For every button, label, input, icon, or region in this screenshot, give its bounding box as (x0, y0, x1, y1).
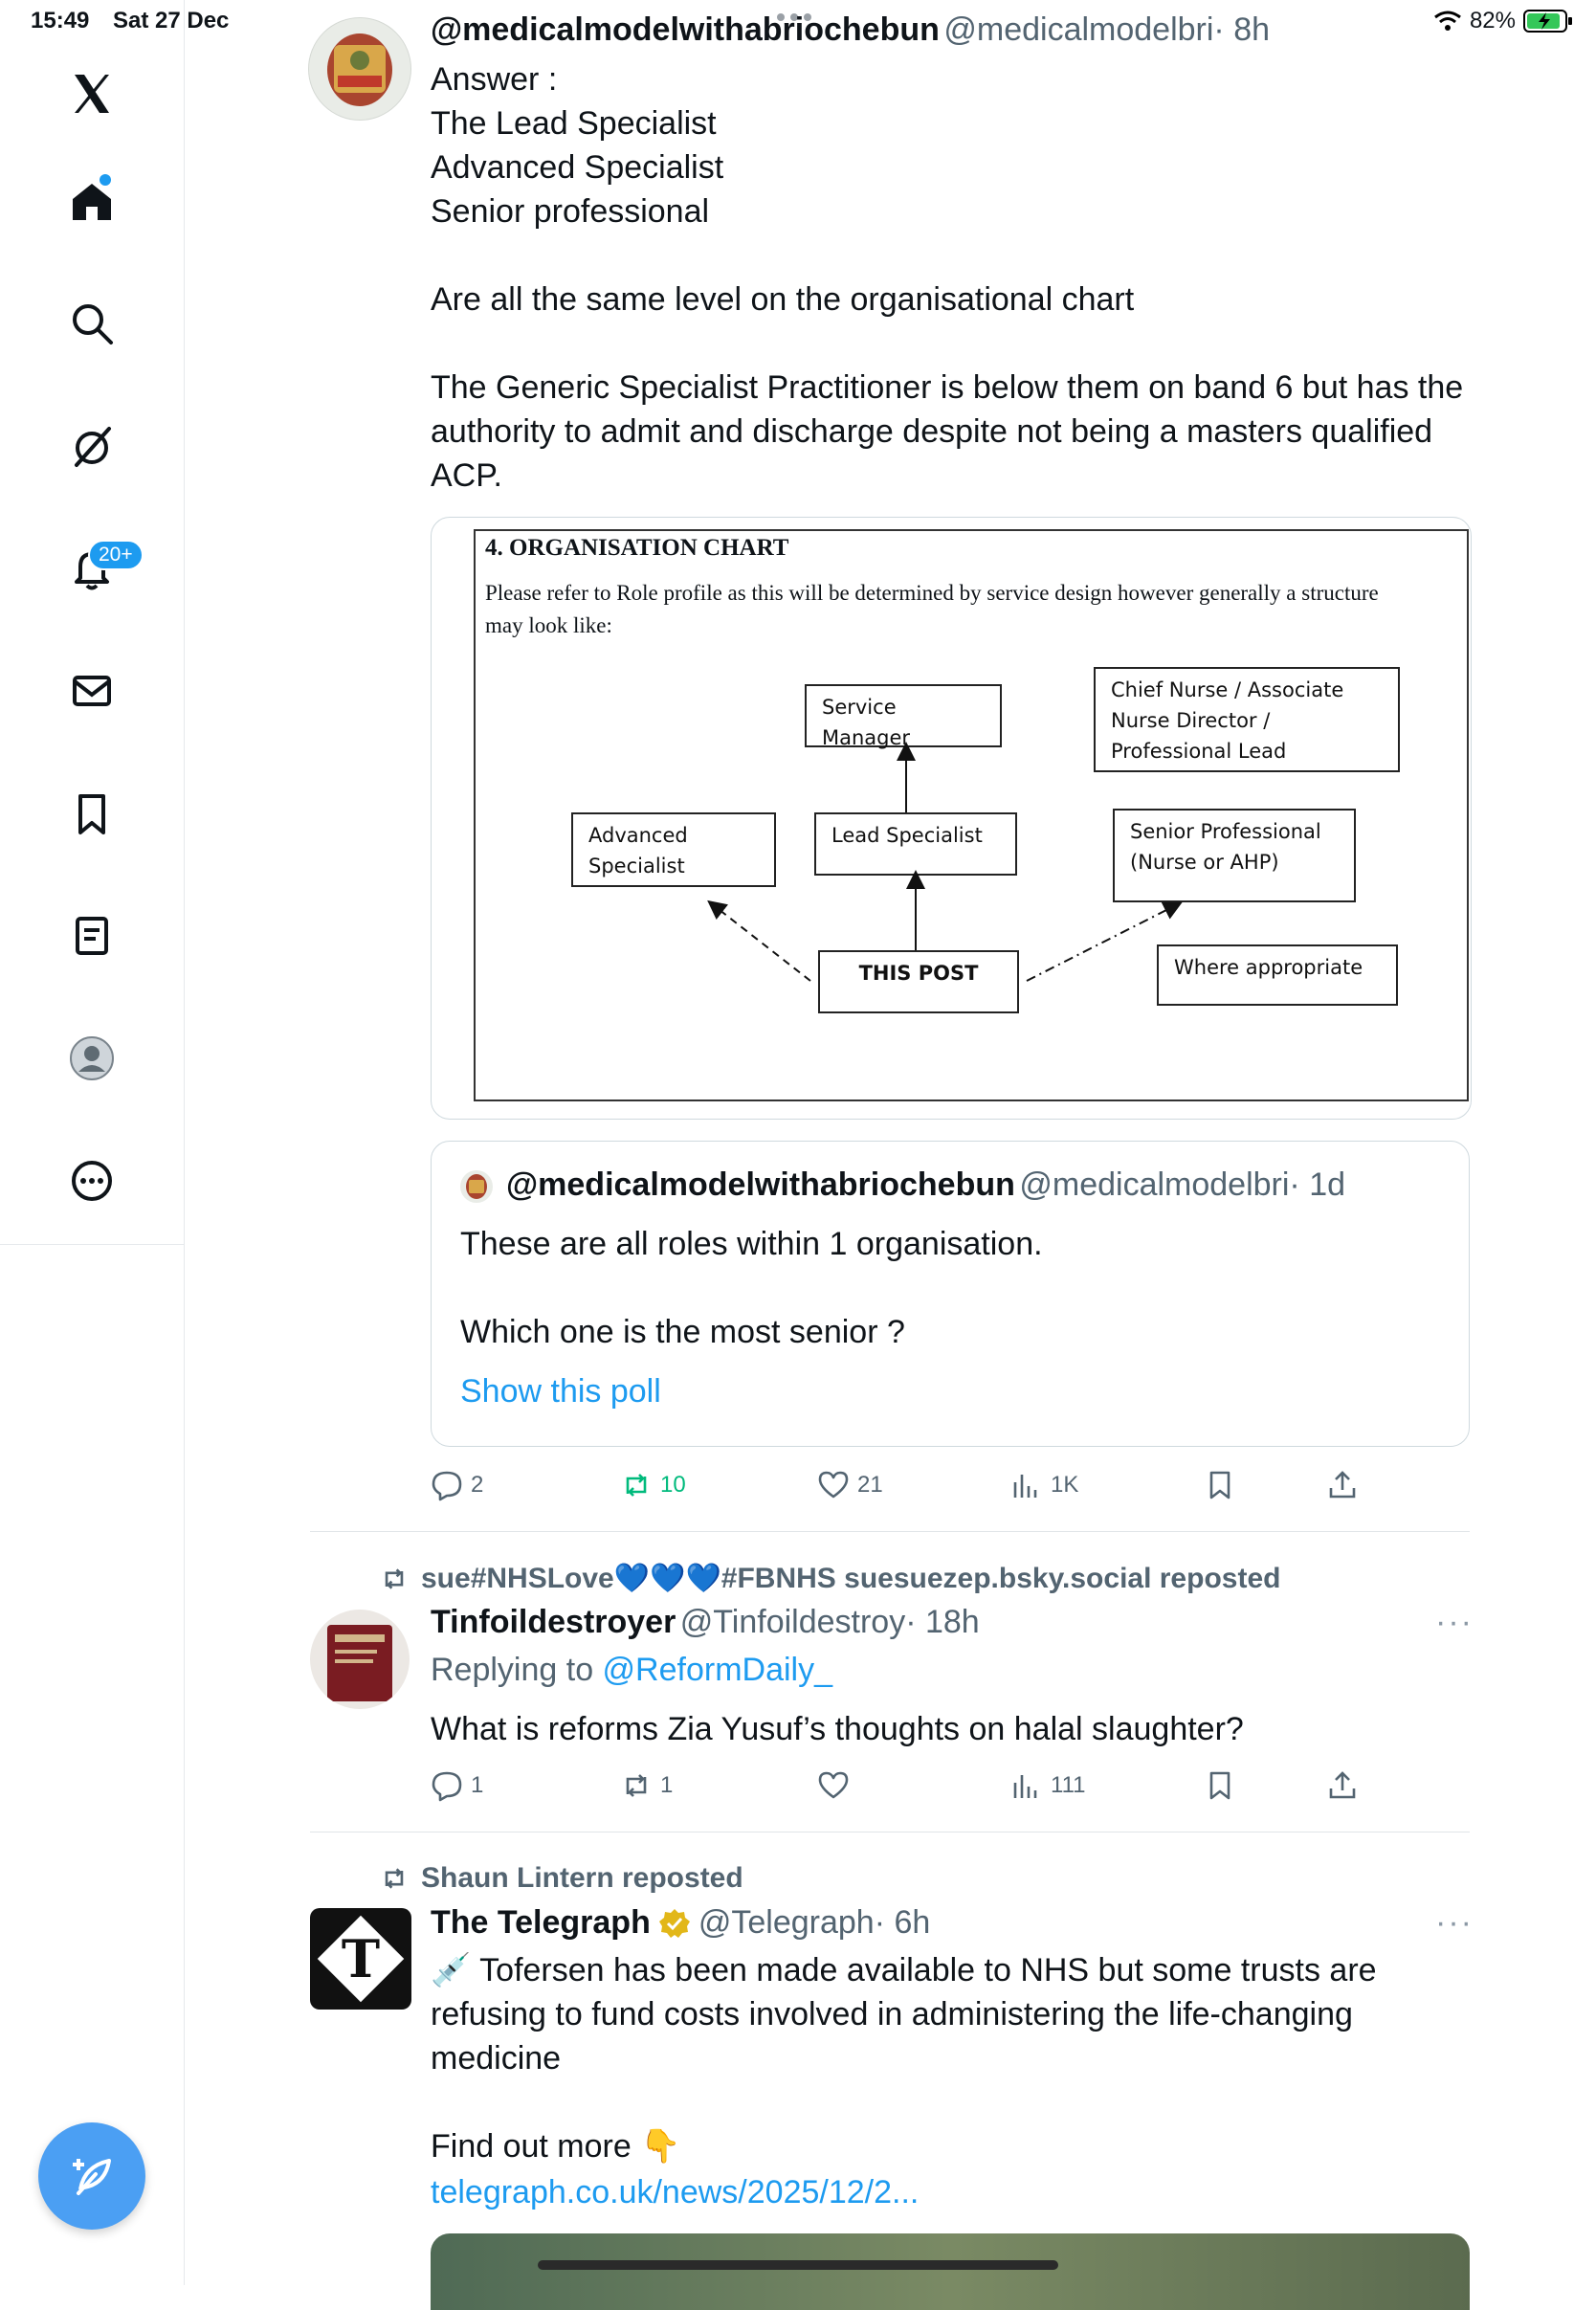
x-logo-icon[interactable] (44, 46, 140, 142)
quoted-header (506, 1166, 1345, 1204)
tweet3-more-options[interactable]: ··· (1435, 1904, 1474, 1941)
tweet2-views-button[interactable] (1010, 1769, 1085, 1802)
tweet3-article-link[interactable]: telegraph.co.uk/news/2025/12/2... (431, 2174, 920, 2210)
bookmark-icon (69, 790, 115, 836)
tweet2-reply-button[interactable] (431, 1769, 483, 1802)
tweet1-like-button[interactable] (817, 1469, 883, 1501)
tweet3-repost-context[interactable] (379, 1862, 743, 1895)
tweet2-like-button[interactable] (817, 1769, 857, 1802)
org-box-lead-specialist: Lead Specialist (814, 812, 1017, 876)
sidebar-item-more[interactable] (44, 1133, 140, 1229)
home-unread-dot (100, 174, 111, 186)
verified-gold-badge-icon (658, 1907, 691, 1940)
tweet1-like-count: 21 (857, 1472, 883, 1498)
tweet1-text: Answer : The Lead Specialist Advanced Specialist Senior professional Are all the same level on the organisational chart The Generic Specialist Practitioner is below them on band 6 but has the authority to admit and discharge despite not being a masters qualified ACP. (431, 61, 1464, 494)
tweet2-more-options[interactable]: ··· (1435, 1604, 1474, 1640)
quoted-avatar (460, 1170, 493, 1203)
tweet2-replying-handle[interactable]: @ReformDaily_ (602, 1652, 833, 1688)
tweet3-link-preview-image[interactable] (431, 2233, 1470, 2310)
heart-icon (817, 1769, 850, 1802)
more-circle-icon (69, 1158, 115, 1204)
tweet1-reply-button[interactable] (431, 1469, 483, 1501)
tweet1-repost-button[interactable] (620, 1469, 686, 1501)
mail-icon (69, 668, 115, 714)
tweet2-timestamp[interactable]: · 18h (905, 1604, 980, 1640)
tweet2-avatar[interactable] (310, 1610, 410, 1709)
heart-icon (817, 1469, 850, 1501)
sidebar-item-lists[interactable] (44, 888, 140, 984)
repost-icon (379, 1864, 410, 1893)
quoted-text: These are all roles within 1 organisation. Which one is the most senior ? (460, 1226, 1043, 1350)
sidebar-item-home[interactable] (44, 153, 140, 249)
org-box-senior-professional: Senior Professional (Nurse or AHP) (1113, 809, 1356, 902)
tweet2-repost-count: 1 (660, 1772, 674, 1798)
org-box-where-appropriate: Where appropriate (1157, 944, 1398, 1006)
quoted-author-handle: @medicalmodelbri (1019, 1166, 1290, 1203)
tweet2-reply-count: 1 (471, 1772, 484, 1798)
sidebar-item-grok[interactable] (44, 398, 140, 494)
status-indicators (1433, 8, 1573, 34)
quoted-tweet-card[interactable] (431, 1141, 1470, 1447)
tweet2-author-handle[interactable]: @Tinfoildestroy (679, 1604, 906, 1640)
tweet2-reposted-by: sue#NHSLove💙💙💙#FBNHS suesuezep.bsky.social reposted (421, 1563, 1281, 1594)
tweet2-repost-button[interactable] (620, 1769, 673, 1802)
tweet3-reposted-by: Shaun Lintern reposted (421, 1862, 743, 1894)
tweet2-replying-prefix: Replying to (431, 1652, 603, 1688)
repost-icon (620, 1469, 653, 1501)
tweet3-author-name[interactable]: The Telegraph (431, 1904, 651, 1941)
sidebar-item-profile[interactable] (44, 1011, 140, 1106)
org-box-service-manager: Service Manager (805, 684, 1002, 747)
sidebar-divider (0, 1244, 184, 1245)
search-icon (69, 300, 115, 346)
tweet1-view-count: 1K (1051, 1472, 1079, 1498)
tweet2-bookmark-button[interactable] (1204, 1769, 1236, 1802)
list-icon (69, 913, 115, 959)
reply-icon (431, 1469, 463, 1501)
tweet3-author-handle[interactable]: @Telegraph (698, 1904, 875, 1941)
tweet2-repost-context[interactable] (379, 1562, 1280, 1595)
wifi-icon (1433, 10, 1462, 33)
share-icon (1326, 1469, 1359, 1501)
sidebar-item-explore[interactable] (44, 276, 140, 371)
org-chart-document (474, 529, 1469, 1101)
tweet2-replying-to (431, 1652, 832, 1689)
notifications-badge: 20+ (88, 540, 144, 570)
tweet1-reply-count: 2 (471, 1472, 484, 1498)
battery-percent: 82% (1469, 8, 1516, 33)
sidebar-item-messages[interactable] (44, 643, 140, 739)
org-chart-title: 4. ORGANISATION CHART (485, 535, 789, 561)
tweet1-header (431, 11, 1270, 49)
sidebar-nav (0, 0, 185, 2285)
tweet1-views-button[interactable] (1010, 1469, 1078, 1501)
reply-icon (431, 1769, 463, 1802)
org-box-chief-nurse: Chief Nurse / Associate Nurse Director / Professional Lead (1094, 667, 1400, 772)
tweet1-author-handle[interactable]: @medicalmodelbri (943, 11, 1214, 48)
compose-feather-icon (67, 2151, 117, 2201)
tweet1-author-name[interactable]: @medicalmodelwithabriochebun (431, 11, 940, 48)
repost-icon (620, 1769, 653, 1802)
sidebar-item-bookmarks[interactable] (44, 766, 140, 861)
quoted-timestamp: · 1d (1289, 1166, 1346, 1203)
org-box-this-post: THIS POST (818, 950, 1019, 1013)
tweet2-share-button[interactable] (1326, 1769, 1359, 1802)
tweet3-header (431, 1904, 930, 1942)
org-chart-connectors (476, 531, 1467, 1099)
status-time: 15:49 (31, 8, 90, 33)
quoted-author-name: @medicalmodelwithabriochebun (506, 1166, 1015, 1203)
tweet1-repost-count: 10 (660, 1472, 686, 1498)
tweet1-media-image[interactable] (431, 517, 1472, 1120)
tweet1-bookmark-button[interactable] (1204, 1469, 1236, 1501)
tweet1-timestamp[interactable]: · 8h (1213, 11, 1271, 48)
tweet2-text: What is reforms Zia Yusuf’s thoughts on halal slaughter? (431, 1711, 1244, 1747)
tweet2-header (431, 1604, 980, 1641)
profile-avatar-icon (69, 1035, 115, 1081)
compose-post-button[interactable] (38, 2122, 145, 2230)
feed-divider (310, 1531, 1470, 1532)
share-icon (1326, 1769, 1359, 1802)
bookmark-icon (1204, 1469, 1236, 1501)
tweet1-share-button[interactable] (1326, 1469, 1359, 1501)
tweet2-action-bar (431, 1765, 1474, 1807)
repost-icon (379, 1565, 410, 1593)
show-poll-link[interactable]: Show this poll (460, 1373, 661, 1410)
bookmark-icon (1204, 1769, 1236, 1802)
org-chart-subtitle: Please refer to Role profile as this will be determined by service design however generally a structure may look like: (485, 581, 1379, 637)
tweet3-timestamp[interactable]: · 6h (874, 1904, 931, 1941)
grok-icon (69, 423, 115, 469)
status-date: Sat 27 Dec (113, 8, 230, 33)
org-box-advanced-specialist: Advanced Specialist (571, 812, 776, 887)
tweet1-avatar[interactable] (308, 17, 411, 121)
tweet2-author-name[interactable]: Tinfoildestroyer (431, 1604, 676, 1640)
battery-charging-icon (1523, 9, 1573, 33)
tweet3-text: 💉 Tofersen has been made available to NHS but some trusts are refusing to fund costs involved in administering the life-changing medicine Find out more 👇 (431, 1952, 1377, 2165)
home-indicator[interactable] (538, 2260, 1058, 2270)
tweet2-view-count: 111 (1051, 1772, 1086, 1798)
views-chart-icon (1010, 1769, 1043, 1802)
tweet3-avatar[interactable] (310, 1908, 411, 2010)
svg-text:T: T (341, 1928, 381, 1989)
views-chart-icon (1010, 1469, 1043, 1501)
tweet1-action-bar (431, 1464, 1474, 1506)
